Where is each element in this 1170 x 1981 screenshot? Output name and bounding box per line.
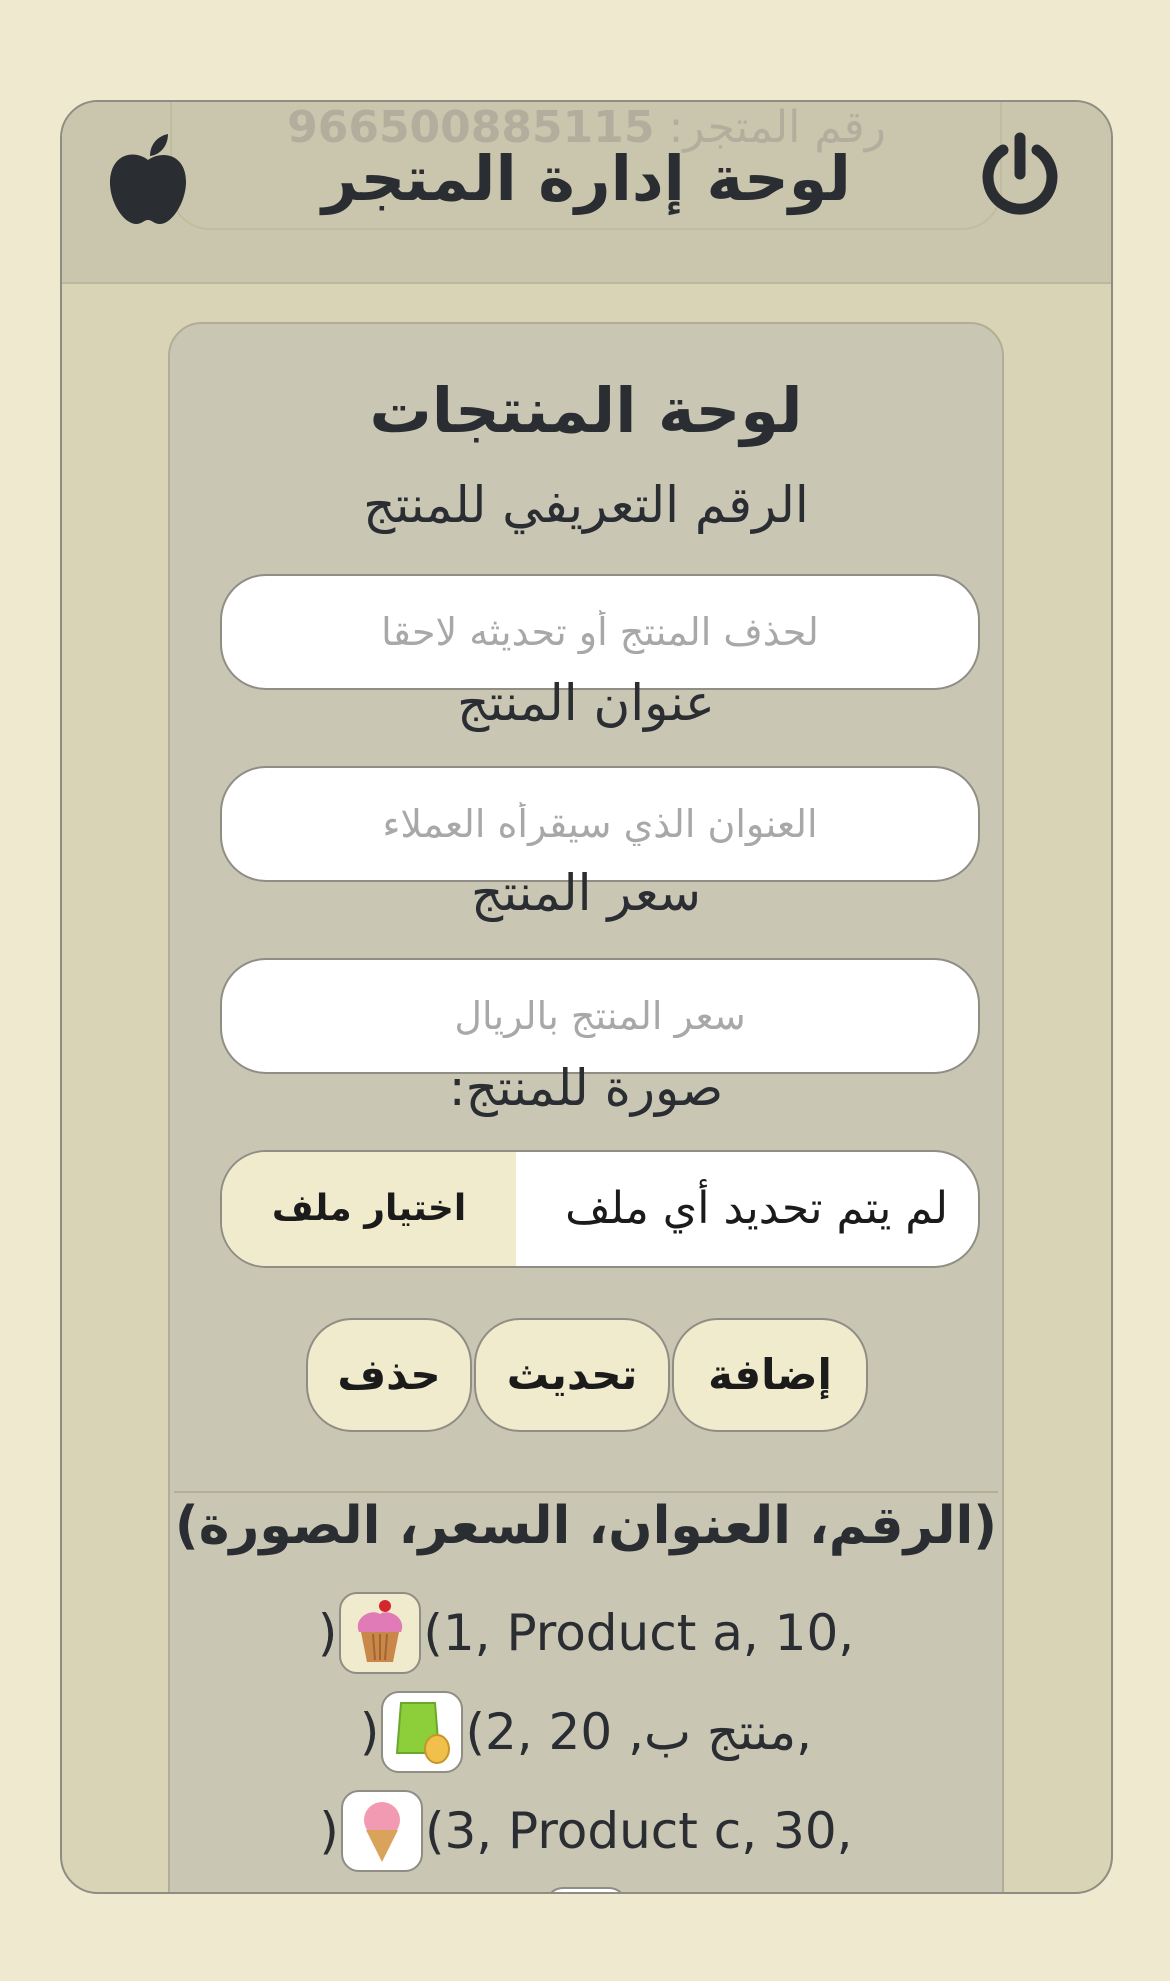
product-text-close: ): [359, 1703, 380, 1761]
products-list-header: (الرقم، العنوان، السعر، الصورة): [174, 1496, 998, 1556]
cupcake-icon: [339, 1592, 421, 1674]
file-status: لم يتم تحديد أي ملف: [565, 1183, 948, 1234]
product-text-close: ): [317, 1604, 338, 1662]
store-number-value: 966500885115: [287, 102, 655, 153]
panel-title: لوحة المنتجات: [369, 374, 803, 447]
product-text-close: ): [319, 1802, 339, 1860]
snack-bag-icon: [381, 1691, 463, 1773]
file-picker[interactable]: [220, 1150, 980, 1268]
product-id-label: الرقم التعريفي للمنتج: [363, 476, 809, 534]
divider: [174, 1491, 998, 1493]
product-price-input[interactable]: [220, 958, 980, 1074]
choose-file-button[interactable]: اختيار ملف: [222, 1152, 516, 1266]
store-number-label: رقم المتجر:: [668, 102, 886, 153]
power-icon[interactable]: [974, 130, 1066, 222]
list-item: [170, 1589, 1002, 1677]
app-window: [60, 100, 1113, 1894]
top-bar: [62, 102, 1111, 284]
add-button[interactable]: إضافة: [672, 1318, 868, 1432]
delete-button[interactable]: حذف: [306, 1318, 472, 1432]
product-id-input[interactable]: [220, 574, 980, 690]
list-item: [170, 1688, 1002, 1776]
page-title: لوحة إدارة المتجر: [322, 142, 851, 215]
product-title-label: عنوان المنتج: [457, 674, 715, 732]
product-thumbnail: [545, 1887, 627, 1894]
apple-icon: [106, 130, 190, 226]
update-button[interactable]: تحديث: [474, 1318, 670, 1432]
product-image-label: صورة للمنتج:: [448, 1059, 724, 1117]
product-text: (1, Product a, 10,: [423, 1604, 855, 1662]
ice-cream-icon: [341, 1790, 423, 1872]
list-item: [170, 1787, 1002, 1875]
product-price-label: سعر المنتج: [471, 864, 701, 922]
product-text: (2, منتج ب, 20,: [465, 1703, 813, 1761]
product-text: (3, Product c, 30,: [424, 1802, 853, 1860]
list-item: [170, 1884, 1002, 1894]
products-panel: [168, 322, 1004, 1894]
